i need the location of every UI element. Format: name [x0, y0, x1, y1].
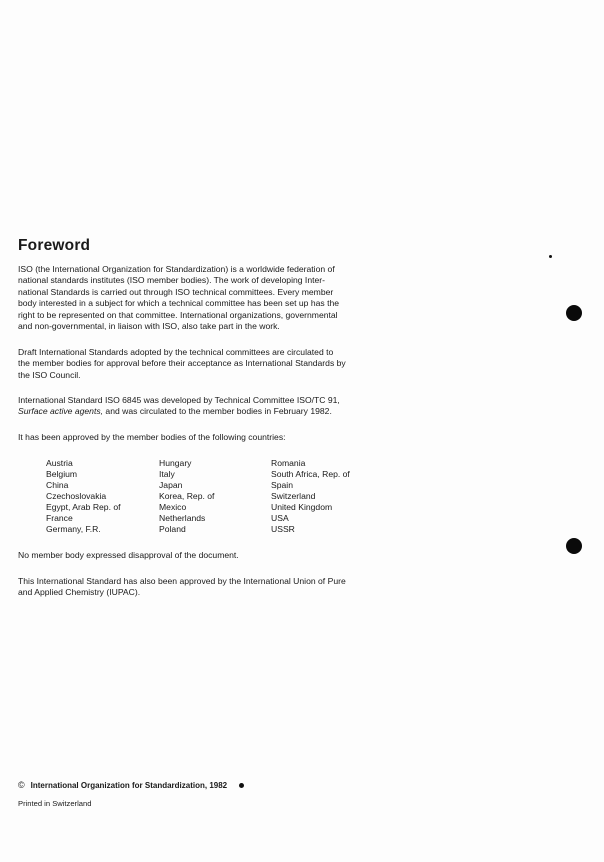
paragraph-development: [18, 395, 364, 418]
printed-location: Printed in Switzerland: [18, 799, 92, 808]
text-line: This International Standard has also been approved by the International Union of Pure: [18, 576, 346, 586]
country: Spain: [271, 480, 293, 490]
text-line: International Standard ISO 6845 was developed by Technical Committee ISO/TC 91,: [18, 395, 340, 405]
text-line: It has been approved by the member bodies of the following countries:: [18, 432, 286, 442]
country: Romania: [271, 458, 306, 468]
copyright-text: International Organization for Standardization, 1982: [30, 780, 228, 790]
country-column-2: [159, 458, 271, 535]
country: China: [46, 480, 69, 490]
text-line: Draft International Standards adopted by the technical committees are circulated to: [18, 347, 334, 357]
paragraph-approval: [18, 432, 364, 443]
country: Switzerland: [271, 491, 316, 501]
page-title: Foreword: [18, 237, 91, 254]
country: Mexico: [159, 502, 187, 512]
country: Belgium: [46, 469, 78, 479]
text-line: right to be represented on that committee. International organizations, governmental: [18, 309, 338, 320]
text-line: the member bodies for approval before their acceptance as International Standards by: [18, 358, 346, 369]
punch-hole-icon: [566, 538, 582, 554]
country-list: [46, 458, 381, 535]
country: USSR: [271, 524, 295, 534]
country: USA: [271, 513, 289, 523]
country-column-3: [271, 458, 381, 535]
text-line: national standards institutes (ISO member bodies). The work of developing Inter-: [18, 275, 325, 286]
text-line: ISO (the International Organization for Standardization) is a worldwide federation of: [18, 264, 335, 274]
paragraph-draft-standards: [18, 347, 364, 381]
copyright-symbol: ©: [18, 780, 25, 790]
text-fragment: and was circulated to the member bodies in February 1982.: [103, 406, 332, 417]
country: Egypt, Arab Rep. of: [46, 502, 121, 512]
speck-icon: [549, 255, 552, 258]
paragraph-iso-intro: [18, 264, 364, 332]
country: Italy: [159, 469, 175, 479]
text-line: [18, 406, 364, 417]
paragraph-no-disapproval: [18, 550, 364, 561]
punch-hole-icon: [566, 305, 582, 321]
country: Hungary: [159, 458, 192, 468]
country: Netherlands: [159, 513, 206, 523]
text-line: national Standards is carried out through ISO technical committees. Every member: [18, 286, 334, 297]
country: Czechoslovakia: [46, 491, 107, 501]
country: United Kingdom: [271, 502, 333, 512]
country: Korea, Rep. of: [159, 491, 215, 501]
country-column-1: [46, 458, 159, 535]
text-line: No member body expressed disapproval of the document.: [18, 550, 239, 560]
text-line: the ISO Council.: [18, 369, 81, 380]
copyright-line: [18, 780, 244, 790]
text-line: body interested in a subject for which a technical committee has been set up has the: [18, 298, 340, 309]
country: Austria: [46, 458, 73, 468]
text-line: and non-governmental, in liaison with ISO, also take part in the work.: [18, 321, 280, 332]
bullet-icon: [239, 783, 244, 788]
country: France: [46, 513, 73, 523]
paragraph-iupac: [18, 576, 364, 599]
country: South Africa, Rep. of: [271, 469, 350, 479]
text-line: and Applied Chemistry (IUPAC).: [18, 587, 141, 598]
country: Germany, F.R.: [46, 524, 101, 534]
country: Japan: [159, 480, 183, 490]
committee-title: Surface active agents,: [18, 406, 104, 417]
country: Poland: [159, 524, 186, 534]
